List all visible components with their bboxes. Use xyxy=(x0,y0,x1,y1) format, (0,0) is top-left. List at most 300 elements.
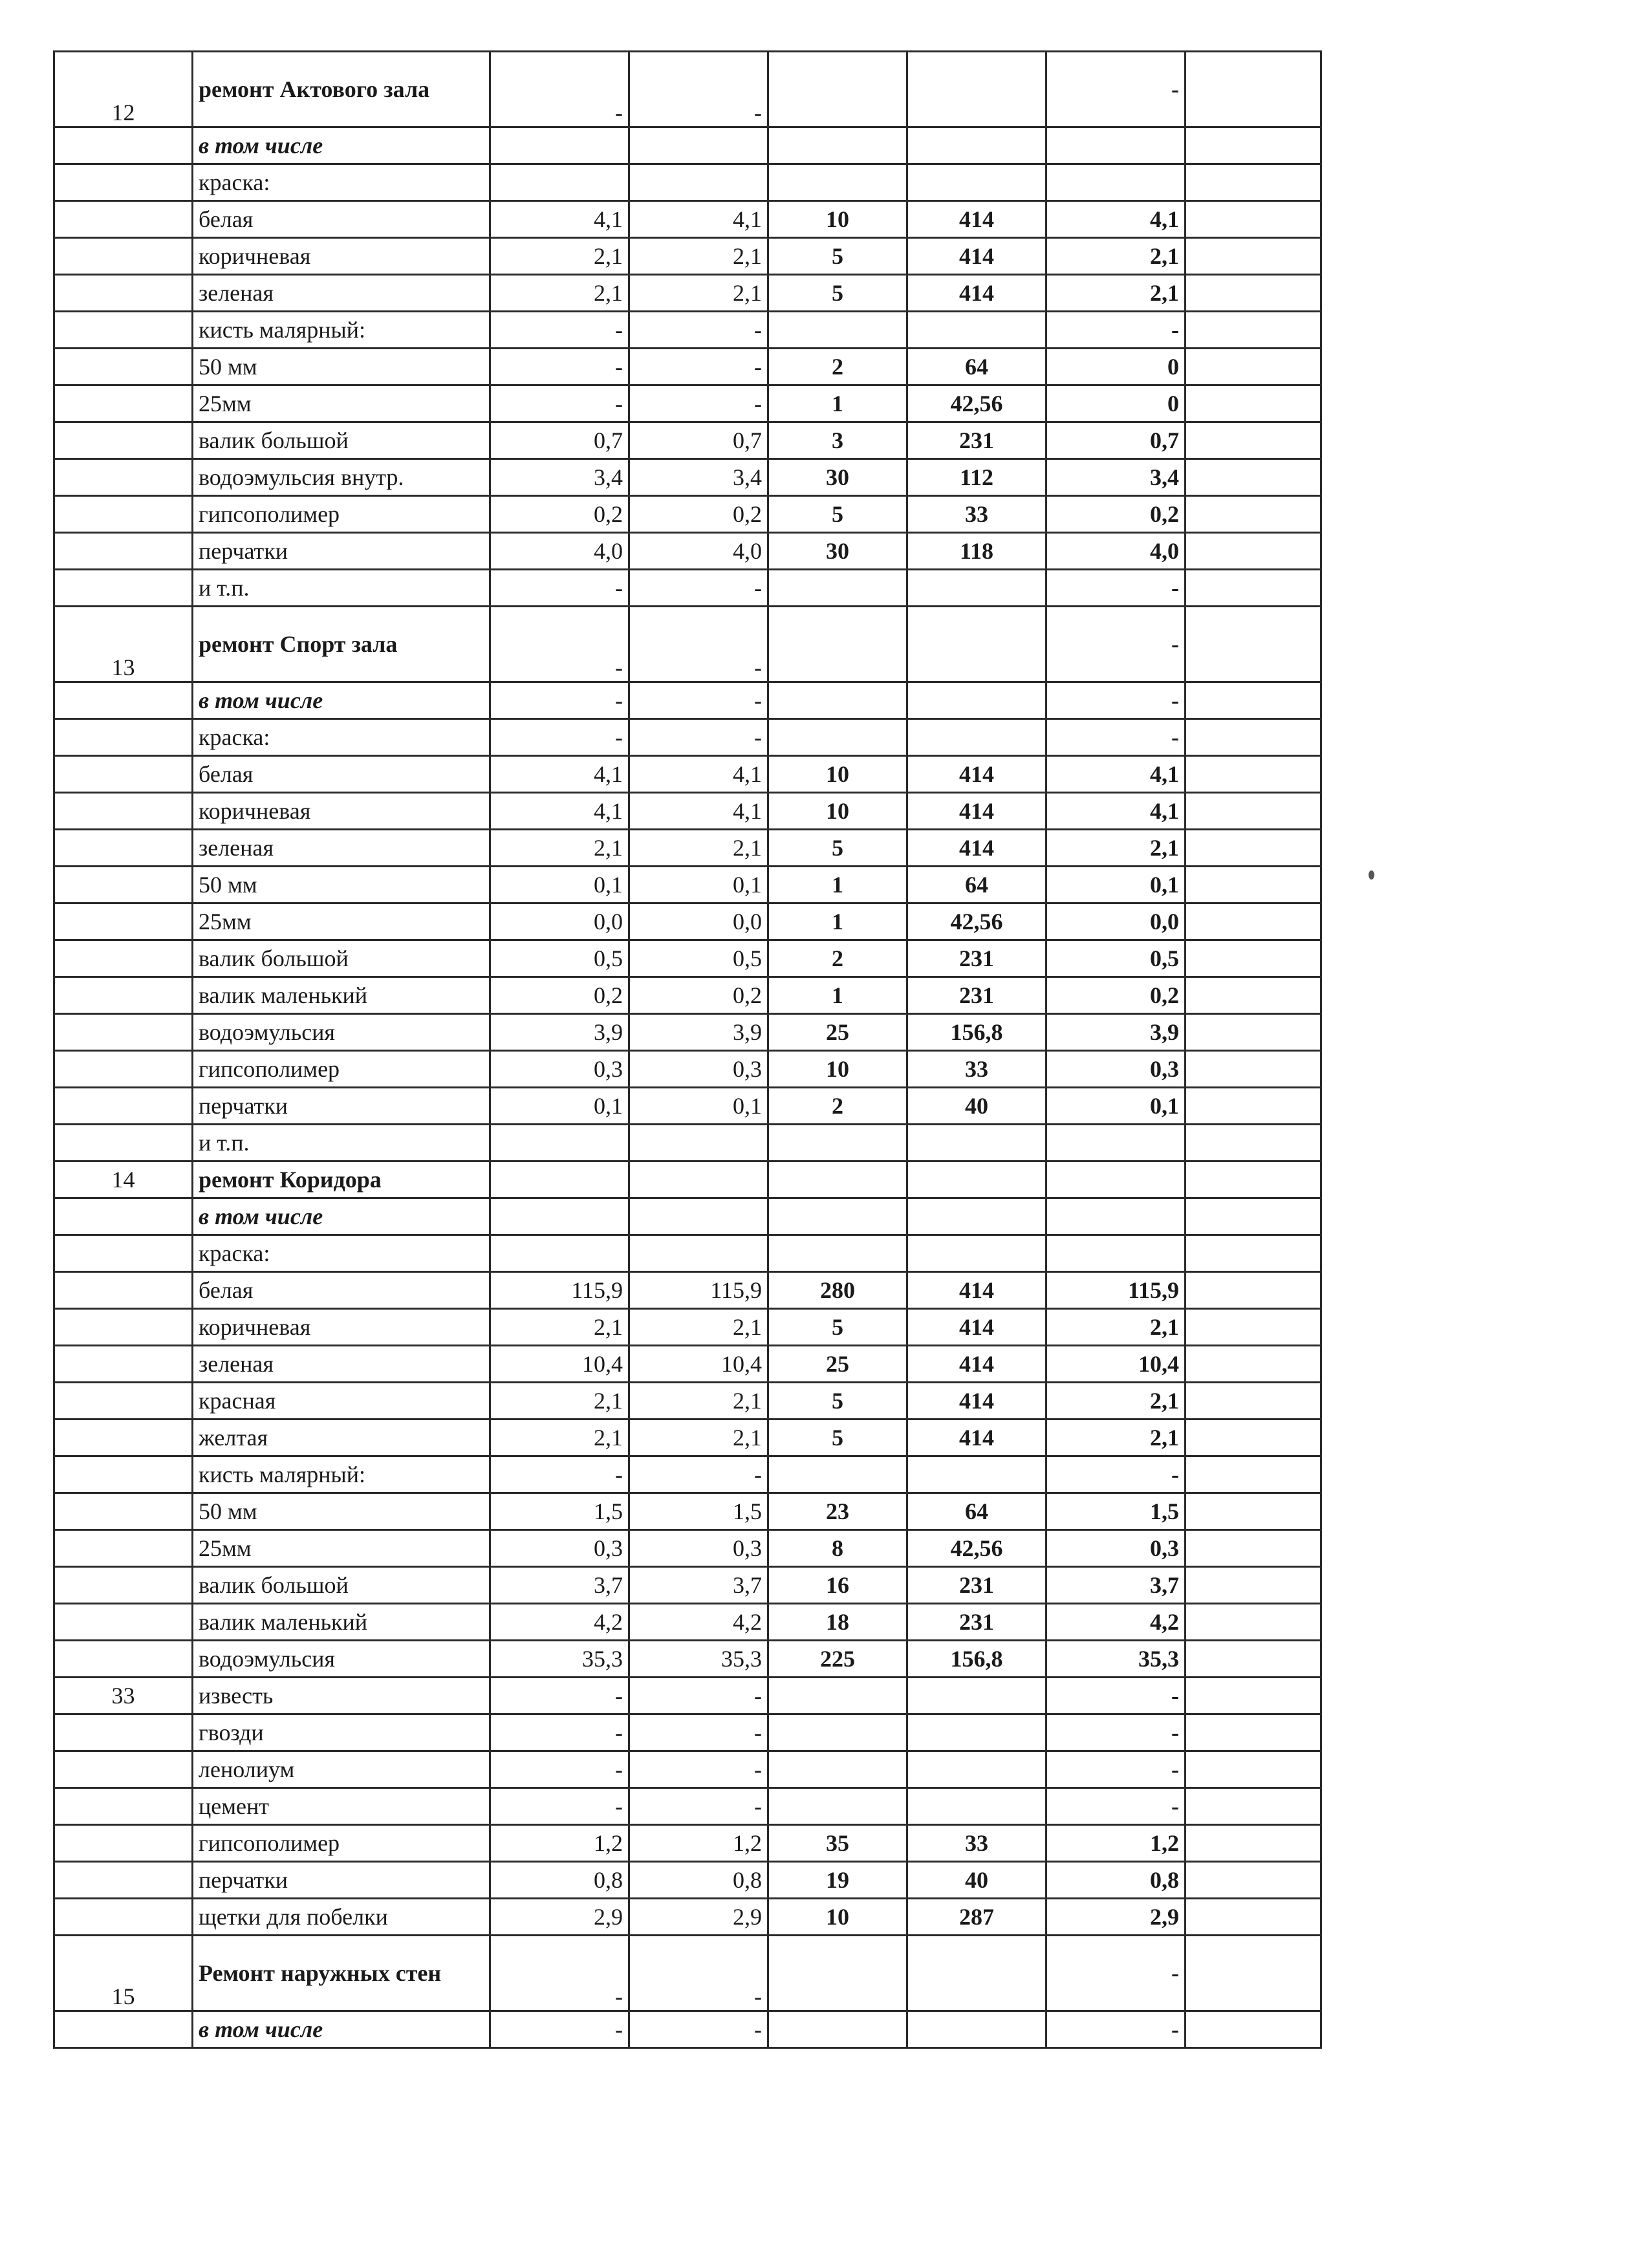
table-row xyxy=(54,830,1321,867)
empty-cell xyxy=(1186,1309,1321,1346)
quantity-fact-cell: 0,1 xyxy=(629,1088,768,1125)
quantity-plan-cell: - xyxy=(490,312,629,349)
quantity-fact-cell: - xyxy=(629,1714,768,1751)
empty-cell xyxy=(1186,1493,1321,1530)
table-row xyxy=(54,1714,1321,1751)
table-row xyxy=(54,1678,1321,1714)
item-name-cell: гипсополимер xyxy=(193,1051,490,1088)
total-cell: 0,2 xyxy=(1046,977,1186,1014)
quantity-plan-cell: 4,1 xyxy=(490,793,629,830)
units-cell xyxy=(768,607,907,682)
item-name-cell: коричневая xyxy=(193,1309,490,1346)
table-row xyxy=(54,1493,1321,1530)
unit-price-cell xyxy=(907,312,1046,349)
empty-cell xyxy=(1186,1420,1321,1456)
empty-cell xyxy=(1186,867,1321,903)
table-row xyxy=(54,496,1321,533)
quantity-fact-cell xyxy=(629,127,768,164)
item-name-cell: зеленая xyxy=(193,1346,490,1383)
empty-cell xyxy=(1186,1788,1321,1825)
total-cell: 4,1 xyxy=(1046,793,1186,830)
quantity-fact-cell: - xyxy=(629,607,768,682)
total-cell: 1,2 xyxy=(1046,1825,1186,1862)
table-row xyxy=(54,607,1321,682)
item-name-cell: краска: xyxy=(193,164,490,201)
total-cell: - xyxy=(1046,1456,1186,1493)
total-cell: 0 xyxy=(1046,349,1186,385)
quantity-fact-cell: 1,5 xyxy=(629,1493,768,1530)
item-name-cell: 25мм xyxy=(193,385,490,422)
quantity-fact-cell: 0,8 xyxy=(629,1862,768,1899)
total-cell: - xyxy=(1046,2011,1186,2048)
empty-cell xyxy=(1186,570,1321,607)
quantity-fact-cell xyxy=(629,164,768,201)
table-row xyxy=(54,867,1321,903)
table-row xyxy=(54,127,1321,164)
quantity-plan-cell: - xyxy=(490,385,629,422)
quantity-plan-cell: 4,1 xyxy=(490,201,629,238)
table-row xyxy=(54,1862,1321,1899)
quantity-plan-cell: 3,9 xyxy=(490,1014,629,1051)
total-cell: - xyxy=(1046,570,1186,607)
units-cell: 19 xyxy=(768,1862,907,1899)
row-number-cell xyxy=(54,1420,193,1456)
row-number-cell: 12 xyxy=(54,52,193,127)
item-name-cell: зеленая xyxy=(193,830,490,867)
units-cell: 10 xyxy=(768,1051,907,1088)
quantity-fact-cell xyxy=(629,1161,768,1198)
item-name-cell: коричневая xyxy=(193,793,490,830)
table-row xyxy=(54,1604,1321,1641)
unit-price-cell: 64 xyxy=(907,1493,1046,1530)
total-cell: 3,4 xyxy=(1046,459,1186,496)
total-cell: 2,1 xyxy=(1046,1309,1186,1346)
units-cell: 10 xyxy=(768,201,907,238)
empty-cell xyxy=(1186,1714,1321,1751)
units-cell: 280 xyxy=(768,1272,907,1309)
unit-price-cell xyxy=(907,682,1046,719)
empty-cell xyxy=(1186,1014,1321,1051)
row-number-cell xyxy=(54,830,193,867)
item-name-cell: перчатки xyxy=(193,1862,490,1899)
quantity-fact-cell: 4,1 xyxy=(629,201,768,238)
total-cell: 2,1 xyxy=(1046,1420,1186,1456)
row-number-cell xyxy=(54,940,193,977)
row-number-cell xyxy=(54,570,193,607)
total-cell: 0,8 xyxy=(1046,1862,1186,1899)
units-cell: 2 xyxy=(768,349,907,385)
unit-price-cell: 118 xyxy=(907,533,1046,570)
units-cell: 10 xyxy=(768,793,907,830)
quantity-plan-cell: 0,3 xyxy=(490,1051,629,1088)
total-cell: 2,1 xyxy=(1046,275,1186,312)
empty-cell xyxy=(1186,1456,1321,1493)
quantity-plan-cell: 2,1 xyxy=(490,1309,629,1346)
quantity-fact-cell: 2,1 xyxy=(629,238,768,275)
quantity-plan-cell: 0,2 xyxy=(490,496,629,533)
units-cell: 10 xyxy=(768,1899,907,1936)
total-cell: 3,9 xyxy=(1046,1014,1186,1051)
item-name-cell: 25мм xyxy=(193,1530,490,1567)
unit-price-cell: 414 xyxy=(907,1272,1046,1309)
unit-price-cell: 42,56 xyxy=(907,903,1046,940)
unit-price-cell xyxy=(907,1936,1046,2011)
quantity-plan-cell: - xyxy=(490,1751,629,1788)
row-number-cell xyxy=(54,1493,193,1530)
units-cell xyxy=(768,1456,907,1493)
units-cell xyxy=(768,682,907,719)
row-number-cell xyxy=(54,1346,193,1383)
unit-price-cell xyxy=(907,719,1046,756)
table-row xyxy=(54,459,1321,496)
unit-price-cell: 414 xyxy=(907,1346,1046,1383)
total-cell: 2,1 xyxy=(1046,238,1186,275)
quantity-fact-cell: 0,3 xyxy=(629,1530,768,1567)
row-number-cell xyxy=(54,1309,193,1346)
table-row xyxy=(54,312,1321,349)
unit-price-cell: 414 xyxy=(907,238,1046,275)
table-row xyxy=(54,1788,1321,1825)
quantity-fact-cell: 1,2 xyxy=(629,1825,768,1862)
row-number-cell: 33 xyxy=(54,1678,193,1714)
item-name-cell: водоэмульсия xyxy=(193,1641,490,1678)
empty-cell xyxy=(1186,1051,1321,1088)
empty-cell xyxy=(1186,1530,1321,1567)
total-cell: 0,3 xyxy=(1046,1051,1186,1088)
units-cell: 3 xyxy=(768,422,907,459)
item-name-cell: гипсополимер xyxy=(193,496,490,533)
quantity-plan-cell: 0,2 xyxy=(490,977,629,1014)
row-number-cell xyxy=(54,1272,193,1309)
quantity-plan-cell: 2,1 xyxy=(490,275,629,312)
row-number-cell xyxy=(54,682,193,719)
total-cell: - xyxy=(1046,1751,1186,1788)
quantity-plan-cell: 1,2 xyxy=(490,1825,629,1862)
item-name-cell: белая xyxy=(193,756,490,793)
unit-price-cell: 414 xyxy=(907,1420,1046,1456)
quantity-plan-cell xyxy=(490,1235,629,1272)
empty-cell xyxy=(1186,940,1321,977)
quantity-fact-cell: - xyxy=(629,52,768,127)
unit-price-cell xyxy=(907,1198,1046,1235)
quantity-plan-cell: 10,4 xyxy=(490,1346,629,1383)
quantity-plan-cell: 35,3 xyxy=(490,1641,629,1678)
row-number-cell xyxy=(54,867,193,903)
total-cell: 35,3 xyxy=(1046,1641,1186,1678)
unit-price-cell xyxy=(907,1714,1046,1751)
empty-cell xyxy=(1186,533,1321,570)
table-row xyxy=(54,533,1321,570)
table-row xyxy=(54,1825,1321,1862)
total-cell: 0,2 xyxy=(1046,496,1186,533)
table-row xyxy=(54,422,1321,459)
quantity-fact-cell: 2,1 xyxy=(629,1309,768,1346)
units-cell: 225 xyxy=(768,1641,907,1678)
empty-cell xyxy=(1186,201,1321,238)
item-name-cell: зеленая xyxy=(193,275,490,312)
unit-price-cell: 33 xyxy=(907,1051,1046,1088)
table-row xyxy=(54,2011,1321,2048)
item-name-cell: гвозди xyxy=(193,1714,490,1751)
units-cell xyxy=(768,1751,907,1788)
quantity-fact-cell: - xyxy=(629,719,768,756)
item-name-cell: валик маленький xyxy=(193,977,490,1014)
unit-price-cell xyxy=(907,1235,1046,1272)
table-row xyxy=(54,1161,1321,1198)
quantity-fact-cell: - xyxy=(629,349,768,385)
quantity-plan-cell: 0,1 xyxy=(490,1088,629,1125)
item-name-cell: перчатки xyxy=(193,533,490,570)
item-name-cell: кисть малярный: xyxy=(193,1456,490,1493)
empty-cell xyxy=(1186,127,1321,164)
table-row xyxy=(54,940,1321,977)
unit-price-cell: 414 xyxy=(907,1383,1046,1420)
units-cell: 5 xyxy=(768,275,907,312)
total-cell: - xyxy=(1046,52,1186,127)
row-number-cell xyxy=(54,1014,193,1051)
empty-cell xyxy=(1186,496,1321,533)
quantity-plan-cell: - xyxy=(490,1456,629,1493)
total-cell: 0,1 xyxy=(1046,1088,1186,1125)
quantity-plan-cell: 4,0 xyxy=(490,533,629,570)
empty-cell xyxy=(1186,1272,1321,1309)
units-cell xyxy=(768,719,907,756)
units-cell: 35 xyxy=(768,1825,907,1862)
item-name-cell: в том числе xyxy=(193,127,490,164)
empty-cell xyxy=(1186,1346,1321,1383)
item-name-cell: в том числе xyxy=(193,2011,490,2048)
row-number-cell: 15 xyxy=(54,1936,193,2011)
quantity-fact-cell xyxy=(629,1198,768,1235)
empty-cell xyxy=(1186,977,1321,1014)
quantity-fact-cell: 2,9 xyxy=(629,1899,768,1936)
total-cell xyxy=(1046,127,1186,164)
table-row xyxy=(54,1641,1321,1678)
quantity-fact-cell: 0,0 xyxy=(629,903,768,940)
item-name-cell: 25мм xyxy=(193,903,490,940)
quantity-fact-cell: - xyxy=(629,1678,768,1714)
empty-cell xyxy=(1186,719,1321,756)
item-name-cell: перчатки xyxy=(193,1088,490,1125)
unit-price-cell xyxy=(907,1751,1046,1788)
total-cell: 3,7 xyxy=(1046,1567,1186,1604)
row-number-cell xyxy=(54,1198,193,1235)
empty-cell xyxy=(1186,682,1321,719)
unit-price-cell xyxy=(907,570,1046,607)
quantity-fact-cell: 0,7 xyxy=(629,422,768,459)
quantity-fact-cell: 2,1 xyxy=(629,275,768,312)
total-cell: 4,1 xyxy=(1046,201,1186,238)
item-name-cell: щетки для побелки xyxy=(193,1899,490,1936)
quantity-fact-cell: 115,9 xyxy=(629,1272,768,1309)
table-row xyxy=(54,52,1321,127)
total-cell xyxy=(1046,1198,1186,1235)
table-row xyxy=(54,1899,1321,1936)
total-cell: 0,5 xyxy=(1046,940,1186,977)
unit-price-cell: 64 xyxy=(907,349,1046,385)
unit-price-cell: 156,8 xyxy=(907,1641,1046,1678)
table-row xyxy=(54,570,1321,607)
item-name-cell: красная xyxy=(193,1383,490,1420)
scan-speck xyxy=(1369,870,1374,880)
units-cell xyxy=(768,164,907,201)
quantity-fact-cell: - xyxy=(629,1751,768,1788)
units-cell: 25 xyxy=(768,1014,907,1051)
item-name-cell: краска: xyxy=(193,1235,490,1272)
empty-cell xyxy=(1186,275,1321,312)
empty-cell xyxy=(1186,1862,1321,1899)
total-cell xyxy=(1046,1161,1186,1198)
table-row xyxy=(54,1051,1321,1088)
materials-table-body xyxy=(54,52,1321,2048)
quantity-fact-cell: 0,1 xyxy=(629,867,768,903)
empty-cell xyxy=(1186,312,1321,349)
item-name-cell: краска: xyxy=(193,719,490,756)
units-cell xyxy=(768,570,907,607)
table-row xyxy=(54,1346,1321,1383)
empty-cell xyxy=(1186,793,1321,830)
table-row xyxy=(54,201,1321,238)
empty-cell xyxy=(1186,422,1321,459)
unit-price-cell xyxy=(907,2011,1046,2048)
empty-cell xyxy=(1186,164,1321,201)
row-number-cell xyxy=(54,977,193,1014)
item-name-cell: ремонт Коридора xyxy=(193,1161,490,1198)
row-number-cell xyxy=(54,1825,193,1862)
row-number-cell xyxy=(54,385,193,422)
units-cell xyxy=(768,1936,907,2011)
quantity-plan-cell: 0,7 xyxy=(490,422,629,459)
empty-cell xyxy=(1186,1751,1321,1788)
table-row xyxy=(54,756,1321,793)
empty-cell xyxy=(1186,830,1321,867)
units-cell: 16 xyxy=(768,1567,907,1604)
units-cell xyxy=(768,127,907,164)
empty-cell xyxy=(1186,238,1321,275)
unit-price-cell: 33 xyxy=(907,1825,1046,1862)
quantity-fact-cell: 0,2 xyxy=(629,977,768,1014)
table-row xyxy=(54,1198,1321,1235)
units-cell xyxy=(768,1198,907,1235)
unit-price-cell xyxy=(907,164,1046,201)
units-cell: 5 xyxy=(768,496,907,533)
row-number-cell xyxy=(54,1456,193,1493)
empty-cell xyxy=(1186,756,1321,793)
quantity-plan-cell: 0,0 xyxy=(490,903,629,940)
quantity-fact-cell: 4,2 xyxy=(629,1604,768,1641)
quantity-plan-cell: - xyxy=(490,349,629,385)
units-cell: 1 xyxy=(768,867,907,903)
quantity-fact-cell: 0,5 xyxy=(629,940,768,977)
table-row xyxy=(54,719,1321,756)
empty-cell xyxy=(1186,1936,1321,2011)
table-row xyxy=(54,238,1321,275)
total-cell: 0,1 xyxy=(1046,867,1186,903)
unit-price-cell: 414 xyxy=(907,756,1046,793)
quantity-fact-cell: - xyxy=(629,1936,768,2011)
total-cell: 1,5 xyxy=(1046,1493,1186,1530)
quantity-plan-cell: 3,7 xyxy=(490,1567,629,1604)
units-cell: 10 xyxy=(768,756,907,793)
item-name-cell: водоэмульсия xyxy=(193,1014,490,1051)
item-name-cell: 50 мм xyxy=(193,1493,490,1530)
empty-cell xyxy=(1186,1125,1321,1161)
empty-cell xyxy=(1186,1567,1321,1604)
quantity-fact-cell: 4,0 xyxy=(629,533,768,570)
quantity-fact-cell: - xyxy=(629,385,768,422)
quantity-plan-cell: 1,5 xyxy=(490,1493,629,1530)
row-number-cell xyxy=(54,459,193,496)
table-row xyxy=(54,1309,1321,1346)
quantity-fact-cell: 10,4 xyxy=(629,1346,768,1383)
unit-price-cell: 231 xyxy=(907,1567,1046,1604)
table-row xyxy=(54,1272,1321,1309)
units-cell xyxy=(768,1125,907,1161)
total-cell: 0,0 xyxy=(1046,903,1186,940)
table-row xyxy=(54,793,1321,830)
quantity-plan-cell: 4,1 xyxy=(490,756,629,793)
quantity-fact-cell: - xyxy=(629,2011,768,2048)
item-name-cell: ремонт Актового зала xyxy=(193,52,490,127)
total-cell xyxy=(1046,1125,1186,1161)
table-row xyxy=(54,1235,1321,1272)
row-number-cell xyxy=(54,1530,193,1567)
quantity-fact-cell: - xyxy=(629,1456,768,1493)
total-cell xyxy=(1046,1235,1186,1272)
quantity-plan-cell: - xyxy=(490,607,629,682)
quantity-plan-cell xyxy=(490,1198,629,1235)
row-number-cell xyxy=(54,127,193,164)
total-cell: - xyxy=(1046,312,1186,349)
units-cell: 5 xyxy=(768,238,907,275)
item-name-cell: валик большой xyxy=(193,422,490,459)
row-number-cell xyxy=(54,496,193,533)
empty-cell xyxy=(1186,1604,1321,1641)
quantity-plan-cell: 115,9 xyxy=(490,1272,629,1309)
item-name-cell: гипсополимер xyxy=(193,1825,490,1862)
units-cell: 1 xyxy=(768,385,907,422)
unit-price-cell: 42,56 xyxy=(907,1530,1046,1567)
total-cell: 0 xyxy=(1046,385,1186,422)
item-name-cell: белая xyxy=(193,201,490,238)
total-cell: 0,3 xyxy=(1046,1530,1186,1567)
quantity-plan-cell: 2,1 xyxy=(490,1383,629,1420)
empty-cell xyxy=(1186,1825,1321,1862)
units-cell: 30 xyxy=(768,533,907,570)
row-number-cell xyxy=(54,1751,193,1788)
table-row xyxy=(54,349,1321,385)
quantity-fact-cell: 3,4 xyxy=(629,459,768,496)
total-cell: 2,9 xyxy=(1046,1899,1186,1936)
quantity-plan-cell: 3,4 xyxy=(490,459,629,496)
quantity-fact-cell: 2,1 xyxy=(629,1383,768,1420)
unit-price-cell xyxy=(907,1678,1046,1714)
quantity-fact-cell: - xyxy=(629,312,768,349)
quantity-plan-cell: 2,9 xyxy=(490,1899,629,1936)
item-name-cell: известь xyxy=(193,1678,490,1714)
quantity-fact-cell: 4,1 xyxy=(629,793,768,830)
row-number-cell xyxy=(54,238,193,275)
item-name-cell: валик большой xyxy=(193,940,490,977)
empty-cell xyxy=(1186,349,1321,385)
table-row xyxy=(54,903,1321,940)
item-name-cell: 50 мм xyxy=(193,349,490,385)
row-number-cell xyxy=(54,1899,193,1936)
empty-cell xyxy=(1186,52,1321,127)
quantity-plan-cell: - xyxy=(490,570,629,607)
empty-cell xyxy=(1186,1235,1321,1272)
total-cell: - xyxy=(1046,1936,1186,2011)
